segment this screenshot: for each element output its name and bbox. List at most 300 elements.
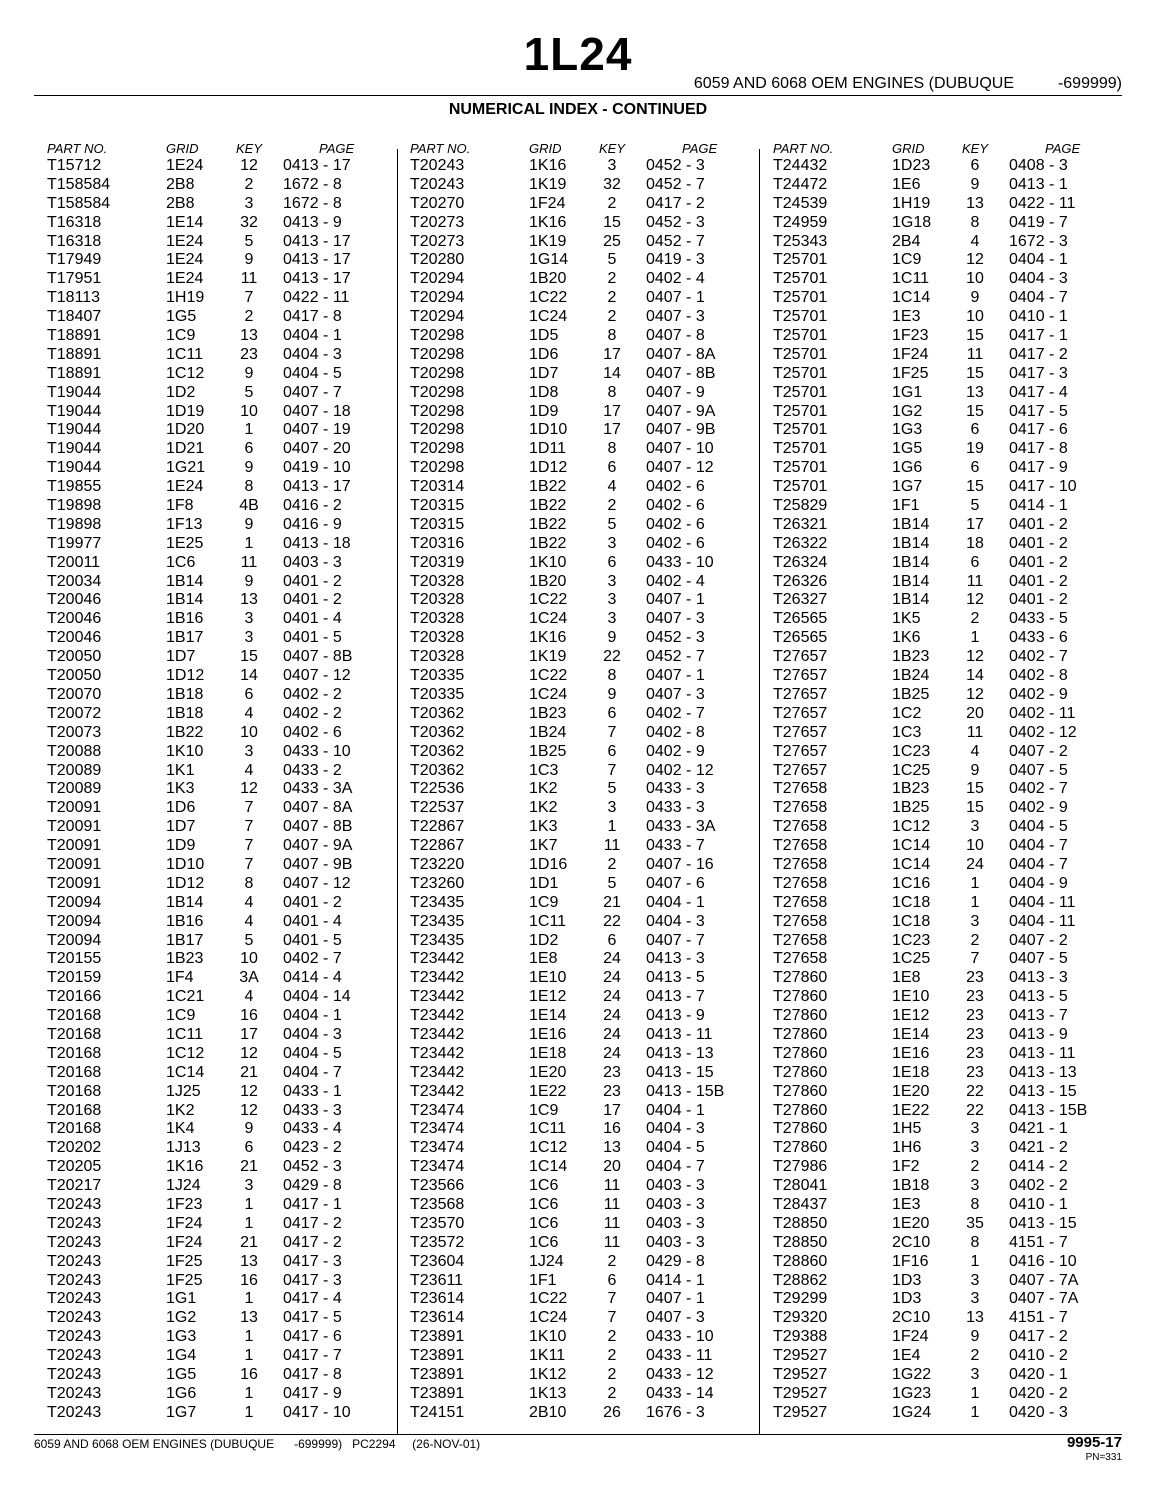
grid-cell: 1C6	[529, 1214, 559, 1232]
grid-cell: 1D3	[892, 1290, 922, 1308]
page-cell: 0417 - 2	[283, 1214, 342, 1232]
grid-cell: 1J13	[166, 1139, 201, 1157]
table-row	[47, 969, 377, 988]
part-cell: T22867	[410, 818, 465, 836]
page-cell: 1672 - 3	[1009, 232, 1068, 250]
header-page: PAGE	[319, 141, 355, 156]
part-cell: T20243	[47, 1271, 102, 1289]
page-cell: 0433 - 14	[646, 1384, 714, 1402]
table-row	[47, 1290, 377, 1309]
grid-cell: 1K2	[529, 780, 558, 798]
header-key: KEY	[961, 141, 988, 156]
table-row	[410, 270, 740, 289]
grid-cell: 1G5	[166, 1366, 197, 1383]
grid-cell: 1K6	[892, 629, 921, 647]
page-cell: 0407 - 8B	[646, 364, 716, 382]
part-cell: T20270	[410, 194, 465, 212]
part-cell: T27860	[773, 969, 828, 987]
part-cell: T20243	[47, 1328, 102, 1346]
page-cell: 0421 - 1	[1009, 1120, 1068, 1138]
table-row	[773, 780, 1103, 799]
grid-cell: 1F8	[166, 497, 194, 515]
key-cell: 2	[607, 497, 617, 515]
table-row	[773, 384, 1103, 403]
key-cell: 11	[603, 1177, 621, 1195]
grid-cell: 1B14	[892, 591, 930, 609]
table-row	[47, 403, 377, 422]
part-cell: T20314	[410, 478, 465, 496]
key-cell: 8	[607, 383, 617, 401]
grid-cell: 1K19	[529, 648, 567, 666]
page-cell: 0414 - 4	[283, 969, 342, 987]
table-row	[773, 799, 1103, 818]
grid-cell: 1E14	[166, 213, 204, 231]
part-cell: T29299	[773, 1290, 828, 1308]
table-row	[47, 1309, 377, 1328]
grid-cell: 1C12	[529, 1139, 568, 1157]
page-cell: 0413 - 5	[1009, 988, 1068, 1006]
page-cell: 0413 - 3	[646, 950, 705, 968]
key-cell: 7	[607, 1290, 617, 1308]
key-cell: 1	[970, 874, 980, 892]
grid-cell: 1K3	[529, 818, 558, 836]
grid-cell: 1C6	[529, 1233, 559, 1251]
page-cell: 0407 - 16	[646, 855, 714, 873]
table-row	[773, 516, 1103, 535]
key-cell: 23	[966, 988, 984, 1006]
key-cell: 12	[966, 591, 984, 609]
grid-cell: 1F23	[892, 327, 929, 345]
table-row	[410, 686, 740, 705]
part-cell: T20243	[47, 1384, 102, 1402]
key-cell: 24	[603, 1025, 621, 1043]
page-cell: 0413 - 7	[1009, 1007, 1068, 1025]
page-cell: 0404 - 3	[1009, 270, 1068, 288]
key-cell: 2	[970, 931, 980, 949]
part-cell: T20298	[410, 345, 465, 363]
table-row	[410, 932, 740, 951]
table-row	[47, 950, 377, 969]
grid-cell: 1K19	[529, 232, 567, 250]
page-cell: 0413 - 3	[1009, 969, 1068, 987]
page-cell: 0413 - 18	[283, 534, 351, 552]
table-row	[47, 1120, 377, 1139]
part-cell: T23572	[410, 1233, 465, 1251]
part-cell: T27860	[773, 1082, 828, 1100]
page-cell: 0408 - 3	[1009, 157, 1068, 174]
grid-cell: 1F25	[166, 1271, 203, 1289]
key-cell: 1	[970, 1384, 980, 1402]
key-cell: 12	[966, 685, 984, 703]
part-cell: T24959	[773, 213, 828, 231]
key-cell: 2	[607, 194, 617, 212]
grid-cell: 1B23	[892, 780, 930, 798]
part-cell: T28862	[773, 1271, 828, 1289]
table-row	[773, 705, 1103, 724]
grid-cell: 1D12	[529, 459, 568, 477]
page-cell: 0404 - 3	[283, 1025, 342, 1043]
part-cell: T26324	[773, 553, 828, 571]
grid-cell: 1B14	[892, 553, 930, 571]
part-cell: T20089	[47, 780, 102, 798]
grid-cell: 1E20	[892, 1214, 930, 1232]
key-cell: 2	[607, 1366, 617, 1383]
key-cell: 5	[244, 232, 254, 250]
page-cell: 0452 - 7	[646, 175, 705, 193]
key-cell: 10	[966, 837, 984, 855]
page-cell: 0402 - 11	[1009, 704, 1076, 722]
table-row	[410, 1404, 740, 1423]
part-cell: T23435	[410, 931, 465, 949]
part-cell: T27658	[773, 855, 828, 873]
table-row	[47, 195, 377, 214]
part-cell: T20335	[410, 667, 465, 685]
page-cell: 0417 - 8	[283, 308, 342, 326]
key-cell: 1	[970, 1403, 980, 1421]
part-cell: T26327	[773, 591, 828, 609]
part-cell: T27658	[773, 931, 828, 949]
key-cell: 3	[244, 742, 254, 760]
key-cell: 2	[607, 1328, 617, 1346]
part-cell: T26321	[773, 515, 828, 533]
part-cell: T20034	[47, 572, 102, 590]
grid-cell: 1E3	[892, 1195, 921, 1213]
key-cell: 4B	[239, 497, 259, 515]
grid-cell: 1E25	[166, 534, 204, 552]
key-cell: 14	[240, 667, 258, 685]
page-cell: 0423 - 2	[283, 1139, 342, 1157]
grid-cell: 1E20	[892, 1082, 930, 1100]
part-cell: T29527	[773, 1366, 828, 1383]
page-cell: 0401 - 5	[283, 931, 342, 949]
page-cell: 0407 - 7	[646, 931, 705, 949]
part-cell: T20319	[410, 553, 465, 571]
key-cell: 3	[970, 912, 980, 930]
key-cell: 8	[607, 667, 617, 685]
table-row	[410, 195, 740, 214]
page-cell: 0407 - 5	[1009, 761, 1068, 779]
table-row	[410, 421, 740, 440]
page-cell: 0404 - 3	[646, 912, 705, 930]
part-cell: T23442	[410, 1007, 465, 1025]
part-cell: T23442	[410, 969, 465, 987]
part-cell: T27658	[773, 893, 828, 911]
grid-cell: 1B14	[166, 572, 204, 590]
grid-cell: 1E4	[892, 1347, 921, 1365]
table-row	[773, 1309, 1103, 1328]
page-cell: 0404 - 9	[1009, 874, 1068, 892]
table-row	[47, 573, 377, 592]
grid-cell: 1F24	[892, 1328, 929, 1346]
grid-cell: 1G6	[892, 459, 923, 477]
header-part: PART NO.	[47, 141, 108, 156]
page-cell: 0407 - 9	[646, 383, 705, 401]
part-cell: T20046	[47, 591, 102, 609]
grid-cell: 1D7	[166, 648, 196, 666]
page-cell: 0433 - 5	[1009, 610, 1068, 628]
page-cell: 0421 - 2	[1009, 1139, 1068, 1157]
table-row	[410, 1045, 740, 1064]
table-row	[773, 1404, 1103, 1423]
key-cell: 6	[607, 704, 617, 722]
part-cell: T29527	[773, 1384, 828, 1402]
part-cell: T27986	[773, 1158, 828, 1176]
part-cell: T20168	[47, 1025, 102, 1043]
grid-cell: 1C11	[892, 270, 930, 288]
key-cell: 7	[244, 799, 254, 817]
key-cell: 1	[244, 1347, 254, 1365]
part-cell: T20070	[47, 685, 102, 703]
table-row	[410, 440, 740, 459]
grid-cell: 1J24	[529, 1252, 564, 1270]
key-cell: 8	[244, 874, 254, 892]
table-row	[47, 743, 377, 762]
part-cell: T20050	[47, 648, 102, 666]
grid-cell: 1C6	[529, 1195, 559, 1213]
table-row	[410, 308, 740, 327]
table-row	[410, 1366, 740, 1385]
part-cell: T20298	[410, 440, 465, 458]
grid-cell: 1E20	[529, 1063, 567, 1081]
page-cell: 0417 - 2	[283, 1233, 342, 1251]
part-cell: T20205	[47, 1158, 102, 1176]
table-row	[410, 818, 740, 837]
key-cell: 6	[607, 931, 617, 949]
table-row	[47, 327, 377, 346]
part-cell: T28437	[773, 1195, 828, 1213]
grid-cell: 1C22	[529, 289, 568, 307]
key-cell: 4	[244, 761, 254, 779]
part-cell: T20091	[47, 799, 102, 817]
grid-cell: 1C25	[892, 761, 931, 779]
grid-cell: 1C12	[892, 818, 931, 836]
grid-cell: 1D1	[529, 874, 559, 892]
table-row	[47, 270, 377, 289]
key-cell: 3	[970, 1366, 980, 1383]
part-cell: T20243	[410, 175, 465, 193]
part-cell: T28860	[773, 1252, 828, 1270]
page-cell: 0413 - 15	[1009, 1214, 1077, 1232]
grid-cell: 2C10	[892, 1233, 931, 1251]
grid-cell: 1B16	[166, 912, 204, 930]
page-cell: 0433 - 3	[283, 1101, 342, 1119]
part-cell: T23220	[410, 855, 465, 873]
grid-cell: 1B22	[529, 478, 567, 496]
key-cell: 8	[244, 478, 254, 496]
page-cell: 0417 - 10	[1009, 478, 1077, 496]
part-cell: T18891	[47, 364, 102, 382]
grid-cell: 1G24	[892, 1403, 932, 1421]
table-row	[773, 346, 1103, 365]
table-row	[47, 1158, 377, 1177]
key-cell: 1	[244, 1214, 254, 1232]
grid-cell: 1F13	[166, 515, 203, 533]
key-cell: 24	[603, 1044, 621, 1062]
part-cell: T20243	[47, 1233, 102, 1251]
table-row	[773, 1215, 1103, 1234]
table-row	[773, 686, 1103, 705]
grid-cell: 1K10	[166, 742, 204, 760]
table-row	[410, 629, 740, 648]
key-cell: 12	[240, 157, 258, 174]
key-cell: 22	[603, 648, 621, 666]
table-row	[410, 1064, 740, 1083]
page-cell: 0402 - 9	[646, 742, 705, 760]
part-cell: T20273	[410, 232, 465, 250]
page-cell: 0433 - 3	[646, 780, 705, 798]
key-cell: 13	[603, 1139, 621, 1157]
grid-cell: 1D7	[166, 818, 196, 836]
key-cell: 1	[607, 818, 617, 836]
key-cell: 7	[607, 723, 617, 741]
footer-pn: PN=331	[1085, 1452, 1122, 1463]
header-page: PAGE	[682, 141, 718, 156]
part-cell: T27658	[773, 950, 828, 968]
grid-cell: 1B14	[166, 893, 204, 911]
key-cell: 6	[607, 459, 617, 477]
header-grid: GRID	[892, 141, 925, 156]
table-row	[47, 1102, 377, 1121]
page-cell: 0417 - 4	[283, 1290, 342, 1308]
key-cell: 9	[970, 1328, 980, 1346]
part-cell: T27860	[773, 1007, 828, 1025]
key-cell: 16	[240, 1366, 258, 1383]
table-row	[410, 554, 740, 573]
header-grid: GRID	[166, 141, 199, 156]
key-cell: 9	[607, 629, 617, 647]
part-cell: T23442	[410, 1025, 465, 1043]
table-row	[773, 932, 1103, 951]
key-cell: 16	[603, 1120, 621, 1138]
page-cell: 0401 - 2	[283, 572, 342, 590]
header-subtitle	[0, 75, 1122, 95]
part-cell: T23442	[410, 950, 465, 968]
grid-cell: 1D9	[166, 837, 196, 855]
part-cell: T20155	[47, 950, 102, 968]
grid-cell: 1B22	[166, 723, 204, 741]
key-cell: 13	[240, 1309, 258, 1327]
part-cell: T20243	[410, 157, 465, 174]
part-cell: T20091	[47, 837, 102, 855]
part-cell: T18891	[47, 345, 102, 363]
page-cell: 0403 - 3	[646, 1177, 705, 1195]
key-cell: 2	[970, 1347, 980, 1365]
key-cell: 2	[607, 1347, 617, 1365]
table-row	[410, 497, 740, 516]
grid-cell: 1D20	[166, 421, 205, 439]
part-cell: T20328	[410, 572, 465, 590]
table-row	[47, 157, 377, 176]
key-cell: 4	[244, 704, 254, 722]
part-cell: T19855	[47, 478, 102, 496]
grid-cell: 1G23	[892, 1384, 932, 1402]
page-cell: 0429 - 8	[646, 1252, 705, 1270]
table-row	[773, 629, 1103, 648]
key-cell: 1	[244, 1403, 254, 1421]
grid-cell: 1B20	[529, 572, 567, 590]
grid-cell: 1K2	[529, 799, 558, 817]
page-cell: 0433 - 1	[283, 1082, 342, 1100]
key-cell: 24	[603, 988, 621, 1006]
header-part: PART NO.	[773, 141, 834, 156]
page-cell: 0407 - 2	[1009, 931, 1068, 949]
key-cell: 17	[603, 1101, 621, 1119]
part-cell: T20091	[47, 818, 102, 836]
key-cell: 23	[603, 1063, 621, 1081]
grid-cell: 1F24	[166, 1214, 203, 1232]
part-cell: T20294	[410, 308, 465, 326]
page-cell: 0420 - 2	[1009, 1384, 1068, 1402]
table-row	[410, 988, 740, 1007]
part-cell: T25701	[773, 270, 828, 288]
part-cell: T20072	[47, 704, 102, 722]
key-cell: 15	[966, 327, 984, 345]
grid-cell: 1C14	[892, 289, 931, 307]
grid-cell: 1E14	[892, 1025, 930, 1043]
page-cell: 0402 - 6	[646, 497, 705, 515]
part-cell: T24472	[773, 175, 828, 193]
table-row	[47, 1064, 377, 1083]
table-row	[773, 195, 1103, 214]
grid-cell: 1G22	[892, 1366, 932, 1383]
key-cell: 5	[244, 383, 254, 401]
table-row	[47, 1083, 377, 1102]
grid-cell: 1C9	[166, 327, 196, 345]
table-row	[410, 762, 740, 781]
part-cell: T20328	[410, 591, 465, 609]
key-cell: 1	[244, 1384, 254, 1402]
part-cell: T23435	[410, 893, 465, 911]
key-cell: 9	[244, 364, 254, 382]
key-cell: 11	[603, 837, 621, 855]
key-cell: 9	[244, 459, 254, 477]
page-cell: 0407 - 18	[283, 402, 351, 420]
part-cell: T20243	[47, 1347, 102, 1365]
footer-document-info: 6059 AND 6068 OEM ENGINES (DUBUQUE -699999) PC2294 (26-NOV-01)	[34, 1437, 481, 1451]
key-cell: 6	[244, 685, 254, 703]
table-row	[773, 157, 1103, 176]
table-row	[773, 478, 1103, 497]
key-cell: 4	[607, 478, 617, 496]
grid-cell: 1D11	[529, 440, 567, 458]
table-row	[47, 1007, 377, 1026]
table-row	[47, 667, 377, 686]
table-row	[773, 1045, 1103, 1064]
table-row	[773, 610, 1103, 629]
key-cell: 13	[240, 1252, 258, 1270]
key-cell: 9	[244, 1120, 254, 1138]
table-row	[773, 535, 1103, 554]
page-cell: 0413 - 17	[283, 270, 351, 288]
table-row	[773, 459, 1103, 478]
key-cell: 8	[970, 1195, 980, 1213]
table-row	[47, 1385, 377, 1404]
key-cell: 15	[966, 799, 984, 817]
key-cell: 5	[607, 780, 617, 798]
key-cell: 6	[970, 553, 980, 571]
page-cell: 0404 - 5	[283, 364, 342, 382]
page-cell: 0402 - 7	[646, 704, 705, 722]
page-cell: 0401 - 5	[283, 629, 342, 647]
part-cell: T23614	[410, 1290, 465, 1308]
key-cell: 3A	[239, 969, 259, 987]
table-row	[773, 214, 1103, 233]
key-cell: 15	[966, 780, 984, 798]
page-cell: 0407 - 8B	[283, 818, 353, 836]
page-cell: 0402 - 2	[283, 685, 342, 703]
table-row	[47, 214, 377, 233]
key-cell: 16	[240, 1271, 258, 1289]
